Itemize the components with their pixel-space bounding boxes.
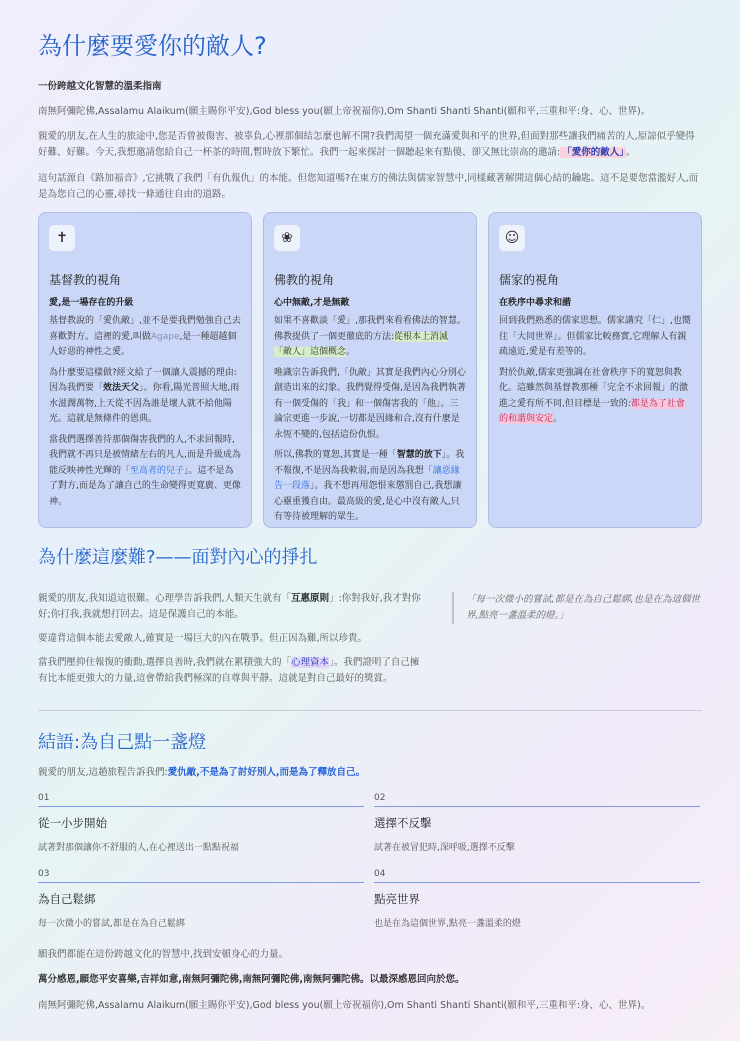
card-paragraph: 回到我們熟悉的儒家思想。儒家講究「仁」,也嚮往「大同世界」。但儒家比較務實,它理解人有親疏遠近,愛是有差等的。 [499,316,691,357]
section-heading-conclusion: 結語:為自己點一盞燈 [38,732,207,753]
card-paragraph: 當我們選擇善待那個傷害我們的人,不求回報時,我們就不再只是被情緒左右的凡人,而是升級成為能反映神性光輝的「至高者的兒子」。這不是為了對方,而是為了讓自己的生命變得更寬廣、更像神。 [49,434,241,507]
struggle-paragraph: 當我們壓抑住報復的衝動,選擇良善時,我們就在累積強大的「心理資本」。我們證明了自己擁有比本能更強大的力量,這會帶給我們極深的自尊與平靜。這就是對自己最好的獎賞。 [38,657,420,684]
card-title: 基督教的視角 [49,273,122,287]
step-item [374,869,700,929]
step-title: 為自己鬆綁 [38,892,96,906]
step-title: 選擇不反擊 [374,816,432,830]
card-paragraph: 為什麼要這樣做?經文給了一個讓人震撼的理由:因為我們要「效法天父」。你看,陽光普照大地,雨水滋潤萬物,上天從不因為誰是壞人就不給他陽光。這就是無條件的恩典。 [49,367,240,424]
greeting: 南無阿彌陀佛,Assalamu Alaikum(願主賜你平安),God bless you(願上帝祝福你),Om Shanti Shanti Shanti(願和平,三重和平:身、心、世界)。 [38,106,651,117]
closing-blessing: 萬分感恩,願您平安喜樂,吉祥如意,南無阿彌陀佛,南無阿彌陀佛,南無阿彌陀佛。以最深感恩回向於您。 [38,974,465,985]
section-heading-struggle: 為什麼這麼難?——面對內心的掙扎 [38,547,318,568]
step-item [374,793,700,853]
intro-highlight: 「愛你的敵人」 [562,147,625,158]
card-paragraph: 對於仇敵,儒家更強調在社會秩序下的寬恕與教化。這雖然與基督教那種「完全不求回報」的激進之愛有所不同,但目標是一致的:都是為了社會的和諧與安定。 [499,367,689,424]
page-title: 為什麼要愛你的敵人? [38,32,267,60]
step-number: 01 [38,793,364,807]
closing-wish: 願我們都能在這份跨越文化的智慧中,找到安頓身心的力量。 [38,949,289,960]
card-title: 儒家的視角 [499,273,560,287]
card-christian [38,212,252,528]
struggle-paragraph: 要違背這個本能去愛敵人,確實是一場巨大的內在戰爭。但正因為難,所以珍貴。 [38,633,368,644]
section-divider [38,710,702,711]
source-paragraph: 這句話源自《路加福音》,它挑戰了我們「有仇報仇」的本能。但您知道嗎?在東方的佛法與儒家智慧中,同樣藏著解開這個心結的鑰匙。這不是要您當濫好人,而是為您自己的心靈,尋找一條通往自由的道路。 [38,173,699,200]
card-paragraph: 如果不喜歡談「愛」,那我們來看看佛法的智慧。佛教提供了一個更徹底的方法:從根本上消滅「敵人」這個概念。 [274,316,466,357]
step-description: 試著對那個讓你不舒服的人,在心裡送出一點點祝福 [38,843,239,853]
struggle-paragraph: 親愛的朋友,我知道這很難。心理學告訴我們,人類天生就有「互惠原則」:你對我好,我才對你好;你打我,我就想打回去。這是保護自己的本能。 [38,593,421,620]
pull-quote: 「每一次微小的嘗試,都是在為自己鬆綁,也是在為這個世界,點亮一盞溫柔的燈。」 [452,592,702,624]
cross-icon: ✝ [49,225,75,251]
scholar-icon: ☺ [499,225,525,251]
card-subtitle: 在秩序中尋求和諧 [499,298,572,308]
card-paragraph: 唯識宗告訴我們,「仇敵」其實是我們內心分別心創造出來的幻象。我們覺得受傷,是因為我們執著有一個受傷的「我」和一個傷害我的「他」。三論宗更進一步說,一切都是因緣和合,沒有什麼是永恆不變的,包括這份仇恨。 [274,367,466,440]
step-title: 從一小步開始 [38,816,107,830]
card-paragraph: 所以,佛教的寬恕,其實是一種「智慧的放下」。我不報復,不是因為我軟弱,而是因為我想「讓惡緣告一段落」。我不想再用怨恨來懲罰自己,我想讓心靈重獲自由。最高級的愛,是心中沒有敵人,只有等待被理解的眾生。 [274,450,465,522]
step-description: 試著在被冒犯時,深呼吸,選擇不反擊 [374,843,515,853]
perspective-cards [38,212,702,530]
page-subtitle: 一份跨越文化智慧的溫柔指南 [38,81,162,92]
card-title: 佛教的視角 [274,273,335,287]
step-title: 點亮世界 [374,892,420,906]
card-subtitle: 心中無敵,才是無敵 [274,298,350,308]
step-item [38,793,364,853]
intro-paragraph: 親愛的朋友,在人生的旅途中,您是否曾被傷害、被辜負,心裡那個結怎麼也解不開?我們渴望一個充滿愛與和平的世界,但面對那些讓我們痛苦的人,原諒似乎變得好難、好難。今天,我想邀請您給自己一杯茶的時間,暫時放下繁忙。我們一起來探討一個聽起來有點傻、卻又無比崇高的邀請: 「愛你的敵人」 。 [38,131,695,158]
step-number: 04 [374,869,700,883]
card-subtitle: 愛,是一場存在的升級 [49,298,134,308]
step-number: 03 [38,869,364,883]
card-paragraph: 基督教說的「愛仇敵」,並不是要我們勉強自己去喜歡對方。這裡的愛,叫做Agape,是一種超越個人好惡的神性之愛。 [49,316,241,357]
step-description: 每一次微小的嘗試,都是在為自己鬆綁 [38,919,185,929]
closing-greeting: 南無阿彌陀佛,Assalamu Alaikum(願主賜你平安),God bless you(願上帝祝福你),Om Shanti Shanti Shanti(願和平,三重和平:身、心、世界)。 [38,1000,651,1011]
conclusion-lead: 親愛的朋友,這趟旅程告訴我們:愛仇敵,不是為了討好別人,而是為了釋放自己。 [38,767,365,778]
card-buddhist [263,212,477,528]
step-description: 也是在為這個世界,點亮一盞溫柔的燈 [374,919,521,929]
step-number: 02 [374,793,700,807]
card-confucian [488,212,702,528]
step-item [38,869,364,929]
lotus-icon: ❀ [274,225,300,251]
